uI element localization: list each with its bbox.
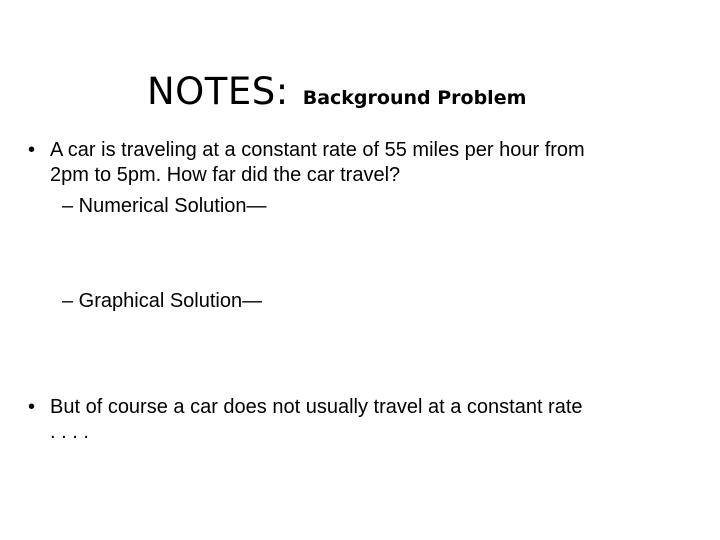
sub-item-graphical-solution: – Graphical Solution—: [62, 290, 263, 312]
title-notes: NOTES:: [147, 70, 289, 113]
bullet-text-line-1: But of course a car does not usually travel at a constant rate: [50, 396, 583, 418]
slide-title: [147, 70, 526, 113]
bullet-item-car-problem: [28, 138, 708, 188]
bullet-mark: •: [28, 139, 36, 161]
title-subtitle: Background Problem: [302, 87, 527, 109]
sub-item-numerical-solution: – Numerical Solution—: [62, 195, 267, 217]
bullet-item-not-constant: [28, 395, 708, 445]
bullet-mark: •: [28, 396, 36, 418]
bullet-text-line-2: . . . .: [50, 421, 89, 443]
bullet-text-line-2: 2pm to 5pm. How far did the car travel?: [50, 164, 401, 186]
bullet-text-line-1: A car is traveling at a constant rate of 55 miles per hour from: [50, 139, 585, 161]
